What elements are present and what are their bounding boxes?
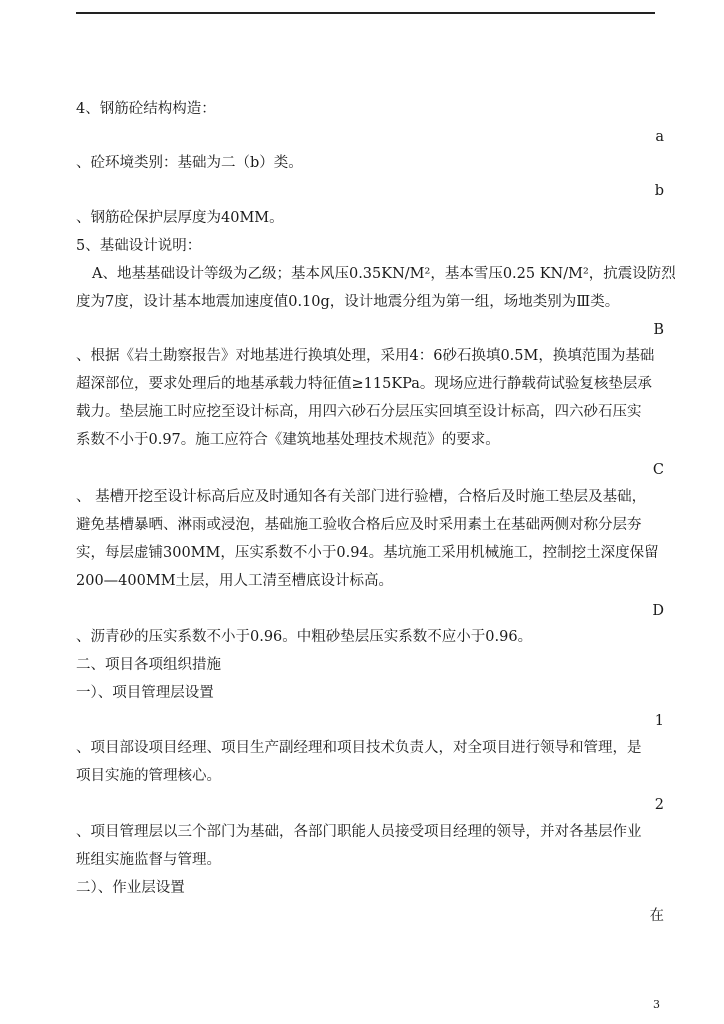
section-heading: 二、项目各项组织措施 <box>76 657 221 673</box>
page-number: 3 <box>653 998 660 1011</box>
header-rule <box>76 12 655 14</box>
subsection-heading: 一）、项目管理层设置 <box>76 685 214 701</box>
text-line: 、根据《岩土勘察报告》对地基进行换填处理，采用4：6砂石换填0.5M，换填范围为基础 <box>76 348 655 364</box>
list-marker: C <box>652 462 664 478</box>
text-line: 实，每层虚铺300MM，压实系数不小于0.94。基坑施工采用机械施工，控制挖土深度保留 <box>76 545 659 561</box>
list-marker: B <box>653 322 664 338</box>
list-marker: a <box>655 129 664 145</box>
list-marker: b <box>654 183 664 199</box>
text-line: 、砼环境类别：基础为二（b）类。 <box>76 155 303 171</box>
text-line: 200—400MM土层，用人工清至槽底设计标高。 <box>76 573 394 589</box>
text-line: 度为7度，设计基本地震加速度值0.10g，设计地震分组为第一组，场地类别为Ⅲ类。 <box>76 294 620 310</box>
text-line: 避免基槽暴晒、淋雨或浸泡，基础施工验收合格后应及时采用素土在基础两侧对称分层夯 <box>76 517 642 533</box>
list-marker: 2 <box>654 797 664 813</box>
list-marker: 1 <box>654 713 664 729</box>
text-line: 、钢筋砼保护层厚度为40MM。 <box>76 210 284 226</box>
text-line: 载力。垫层施工时应挖至设计标高，用四六砂石分层压实回填至设计标高，四六砂石压实 <box>76 404 642 420</box>
text-line: 、项目管理层以三个部门为基础，各部门职能人员接受项目经理的领导，并对各基层作业 <box>76 824 642 840</box>
text-line: 班组实施监督与管理。 <box>76 852 221 868</box>
text-line: 超深部位，要求处理后的地基承载力特征值≥115KPa。现场应进行静载荷试验复核垫层承 <box>76 376 652 392</box>
list-marker: D <box>652 603 664 619</box>
text-line: A、地基基础设计等级为乙级；基本风压0.35KN/M²，基本雪压0.25 KN/M²，抗震设防烈 <box>92 266 676 282</box>
text-line: 、项目部设项目经理、项目生产副经理和项目技术负责人，对全项目进行领导和管理，是 <box>76 740 642 756</box>
text-line: 、 基槽开挖至设计标高后应及时通知各有关部门进行验槽，合格后及时施工垫层及基础， <box>76 489 647 505</box>
text-line: 4、钢筋砼结构构造： <box>76 101 216 117</box>
text-line: 、沥青砂的压实系数不小于0.96。中粗砂垫层压实系数不应小于0.96。 <box>76 629 533 645</box>
list-marker: 在 <box>649 908 664 924</box>
text-line: 项目实施的管理核心。 <box>76 768 221 784</box>
text-line: 系数不小于0.97。施工应符合《建筑地基处理技术规范》的要求。 <box>76 432 500 448</box>
subsection-heading: 二）、作业层设置 <box>76 880 185 896</box>
section-heading: 5、基础设计说明： <box>76 238 202 254</box>
